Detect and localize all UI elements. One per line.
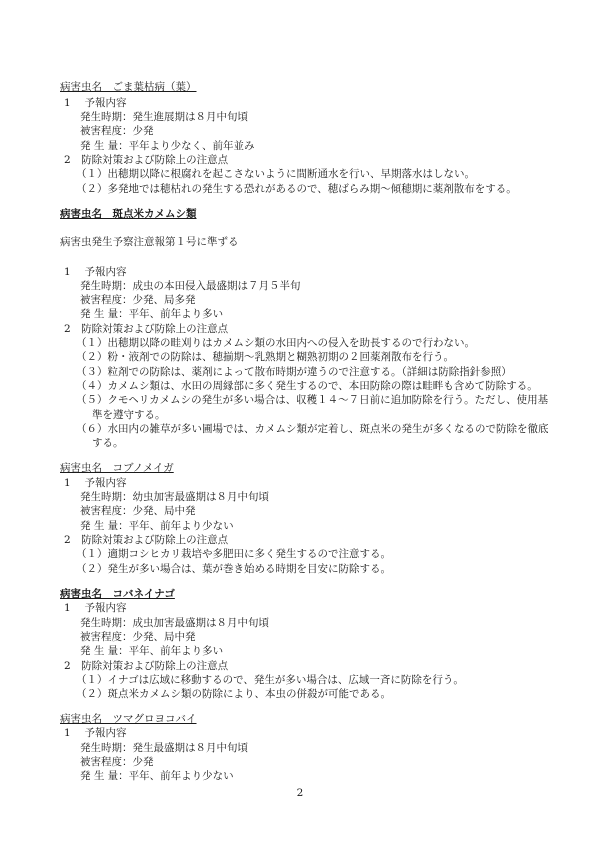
- text-line: 2 防除対策および防除上の注意点: [64, 660, 229, 672]
- text-line: （１）出穂期以降に根腐れを起こさないように間断通水を行い、早期落水はしない。: [76, 168, 475, 180]
- text-line: 発 生 量：平年、前年より少ない: [80, 770, 234, 782]
- text-line: 1 予報内容: [64, 727, 127, 739]
- pest-heading: 病害虫名 ごま葉枯病（葉）: [60, 81, 197, 93]
- text-line: 発 生 量：平年より少なく、前年並み: [80, 140, 255, 152]
- text-line: 発生時期：成虫加害最盛期は８月中旬頃: [80, 617, 269, 629]
- text-line: 発生時期：発生最盛期は８月中旬頃: [80, 742, 248, 754]
- text-line: 発生時期：成虫の本田侵入最盛期は７月５半旬: [80, 280, 301, 292]
- text-line: 1 予報内容: [64, 97, 127, 109]
- text-line: 2 防除対策および防除上の注意点: [64, 323, 229, 335]
- text-line: 1 予報内容: [64, 602, 127, 614]
- text-line: 被害程度：少発、局中発: [80, 631, 196, 643]
- text-line: 2 防除対策および防除上の注意点: [64, 154, 229, 166]
- text-line: 被害程度：少発、局多発: [80, 294, 196, 306]
- text-line: 病害虫発生予察注意報第１号に準ずる: [60, 236, 239, 248]
- text-line: （２）粉・液剤での防除は、穂揃期～乳熟期と糊熟初期の２回薬剤散布を行う。: [76, 351, 454, 363]
- text-line: 発 生 量：平年、前年より少ない: [80, 520, 234, 532]
- pest-heading: 病害虫名 ツマグロヨコバイ: [60, 713, 197, 725]
- text-line: 発生時期：幼虫加害最盛期は８月中旬頃: [80, 491, 269, 503]
- text-line: 1 予報内容: [64, 266, 127, 278]
- pest-heading: 病害虫名 コブノメイガ: [60, 462, 174, 474]
- text-line: 1 予報内容: [64, 477, 127, 489]
- text-line: 被害程度：少発: [80, 125, 154, 137]
- text-line: （２）多発地では穂枯れの発生する恐れがあるので、穂ばらみ期～傾穂期に薬剤散布をする。: [76, 183, 517, 195]
- text-line: 発生時期：発生進展期は８月中旬頃: [80, 111, 248, 123]
- text-line: （１）イナゴは広域に移動するので、発生が多い場合は、広域一斉に防除を行う。: [76, 674, 464, 686]
- pest-heading: 病害虫名 コバネイナゴ: [60, 588, 175, 600]
- text-line: （２）発生が多い場合は、葉が巻き始める時期を目安に防除する。: [76, 563, 391, 575]
- text-line: 被害程度：少発、局中発: [80, 505, 196, 517]
- page-number: 2: [296, 787, 304, 799]
- text-line: する。: [92, 437, 124, 449]
- text-line: （１）出穂期以降の畦刈りはカメムシ類の水田内への侵入を助長するので行わない。: [76, 337, 475, 349]
- pest-heading: 病害虫名 斑点米カメムシ類: [60, 208, 197, 220]
- text-line: 発 生 量：平年、前年より多い: [80, 645, 224, 657]
- text-line: （３）粒剤での防除は、薬剤によって散布時期が違うので注意する。（詳細は防除指針参照）: [76, 366, 512, 378]
- text-line: （２）斑点米カメムシ類の防除により、本虫の併殺が可能である。: [76, 688, 391, 700]
- text-line: 被害程度：少発: [80, 756, 154, 768]
- text-line: 準を遵守する。: [92, 409, 166, 421]
- text-line: （１）適期コシヒカリ栽培や多肥田に多く発生するので注意する。: [76, 548, 391, 560]
- text-line: 発 生 量：平年、前年より多い: [80, 308, 224, 320]
- text-line: （６）水田内の雑草が多い圃場では、カメムシ類が定着し、斑点米の発生が多くなるので防除を徹底: [76, 423, 549, 435]
- text-line: 2 防除対策および防除上の注意点: [64, 534, 229, 546]
- text-line: （４）カメムシ類は、水田の周縁部に多く発生するので、本田防除の際は畦畔も含めて防除する。: [76, 380, 538, 392]
- text-line: （５）クモヘリカメムシの発生が多い場合は、収穫１４～７日前に追加防除を行う。ただし、使用基: [76, 394, 549, 406]
